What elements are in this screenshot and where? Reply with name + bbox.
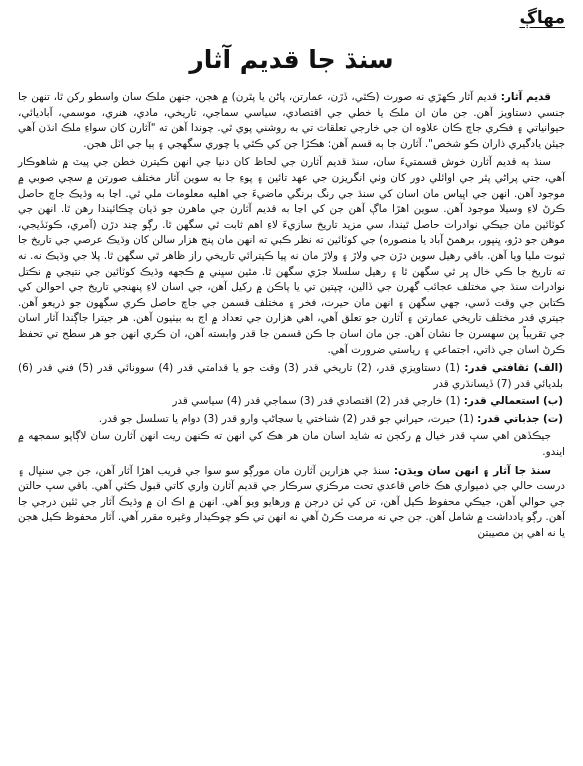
paragraph-text: سنڌ ٻه قديم آثارن خوش قسمتيءَ سان، سنڌ قديم آثارن جي لحاظ کان دنيا جي انهن ڪيترن خطن جي پيٽ ۾ شاهوڪار آهي، جتي پراڻي پٿر جي اوائلي دور کان وٺي انگريزن جي عهد تائين ۽ پوءِ جا به سوين آثار مختلف صورتن ۾ سڄي صوبي ۾ موجود آهن. انهن جي اڀياس مان اسان کي سنڌ جي رنگ برنگي ماضيءَ جي اهليه معلومات ملي ٿي. اڃا به وڌيڪ جاچ حاصل ڪرڻ لاءِ وسيلا موجود آهن. سوين اهڙا ماڳ آهن جن کي اڃا به قديم آثارن جي ماهرن جو ڌيان ڇڪائيندا رهن ٿا. انهن جي کوٽائين مان جيڪي نوادرات حاصل ٿيندا، سي مزيد تاريخ سازيءَ لاءِ اهم ثابت ٿي سگهن ٿا. رڳو چند دڙن (آمري، ڪوٽڏيجي، موهن جو دڙو، ڀنڀور، برهمڻ آباد يا منصوره) جي کوٽائين ته نظر ڪبي ته انهن مان پنج هزار سالن کان وڌيڪ عرصي جي تاريخ جا ثبوت مليا ويا آهن. باقي رهيل سوين دڙن جي ولاڙ ۽ ولاڙ مان نه پيا ڪيترائي تاريخي راز ظاهر ٿي سگهن ٿا. پلا جي وڌيڪ نه. نه ته تاريخ جا ڪي خال ڀر ٿي سگهن ٿا ۽ رهيل سلسلا جڙي سگهن ٿا. مٿين سڀني ۾ ڪجهه وڌيڪ کوٽائين جي نتيجي ۾ نڪتل نوادرات سنڌ جي مختلف عجائب گهرن جي ڏالين، ڇپتين تي يا پاڪن ۾ رکيل آهن، جي اسان لاءِ پنهنجي تاريخ جي احوالن کي ڪتابن جي وقت ڏسي، جهي سگهن ۽ انهن مان حيرت، فخر ۽ مختلف قسمن جي جاچ حاصل ڪري سگهون جو ذريعو آهن. جيتري قدر مختلف تاريخي عمارتن ۽ آثارن جو تعلق آهي، اهي هزارن جي تعداد ۾ اڄ به بيٺيون آهن. هر جيترا جاڳندا آثار اسان جي تقريباً پن سهسرن جا نشان آهن. جن مان اسان جا ڪن قسمن جا قدر وابسته آهن، ان ڪري انهن جو هر سطح تي تحفظ ڪرڻ اسان جي ذاتي، اجتماعي ۽ رياستي ضرورت آهي. [18,156,565,356]
paragraph-intro [18,90,565,152]
paragraph-text: جيڪڏهن اهي سڀ قدر خيال ۾ رکجن ته شايد اسان مان هر هڪ کي انهن ته ڪنهن ريت انهن آثارن سان لاڳاپو سمجهه ۾ ايندو. [18,430,565,459]
paragraph-monuments [18,464,565,542]
list-item-label: (ب) استعمالي قدر: [463,395,563,408]
values-list-item-cultural [18,361,565,392]
list-item-text: (1) دستاويزي قدر، (2) تاريخي قدر (3) وقت جو يا قدامتي قدر (4) سوونائي قدر (5) فني قدر (6) بلديائي قدر (7) ڏيسانڌري قدر [18,362,563,390]
paragraph-lead: قديم آثار: [500,91,551,103]
values-list-item-emotional [18,412,565,428]
paragraph-sindh-heritage [18,155,565,358]
list-item-text: (1) حيرت، حيراني جو قدر (2) شناختي يا سڃاڻپ وارو قدر (3) دوام يا تسلسل جو قدر. [98,412,474,425]
values-list-item-utility [18,394,565,410]
paragraph-text: سنڌ جي هزارين آثارن مان مورڳو سو سوا جي قريب اهڙا آثار آهن، جن جي سنڀال ۽ درست حالي جي ذميواري هڪ خاص قاعدي تحت مرڪزي سرڪار جي قديم آثارن واري کاتي قبول ڪئي آهي. باقي سڀ حالتن جي حوالي آهن، جيڪي محفوظ ڪيل آهن، تن کي ٽن درجن ۾ ورهايو ويو آهي. انهن ۾ اڪ ان ۾ وڌيڪ آثار جي ٽئين درجي جا آهن. رڳو يادداشت ۾ شامل آهن. جن جي نه مرمت ڪرڻ آهي نه انهن تي ڪو چوڪيدار وغيره مقرر آهي. آثار محفوظ ڪيل هجن يا نه اهي ٻن مصيبتن [18,464,565,540]
article-body [18,90,565,542]
section-tag: مهاڳ [519,8,565,28]
paragraph-text: قديم آثار ڪهڙي نه صورت (ڪٿي، ڏڙن، عمارتن، پاڻن يا پٿرن) ۾ هجن، جنهن ملڪ سان واسطو رکن ٿا، تنهن جا جنسي دستاويز آهن. جن مان ان ملڪ يا خطي جي اقتصادي، سياسي سماجي، تاريخي، مادي، هنري، موسمي، آباديائي، حيوانياتي ۽ فڪري جاچ ڪان علاوه ان جي خارجي تعلقات تي به روشني پوي ٿي. چوندا آهن ته "آثارن کان سواءِ ملڪ انڌن آهي جيئن يادگيري ذاران ڪو شخص". آثارن جا ٻه قسم آهن: هڪڙا جن کي ڪٿي يا چوري سگهجي ۽ ٻيا جي اٽل هجن. [18,91,565,150]
paragraph-values-summary [18,429,565,460]
paragraph-lead: سنڌ جا آثار ۽ انهن سان ويڌن: [393,464,551,477]
list-item-label: (ت) جذباتي قدر: [477,412,563,425]
list-item-text: (1) خارجي قدر (2) اقتصادي قدر (3) سماجي قدر (4) سياسي قدر [172,395,461,408]
page-title: سنڌ جا قديم آثار [189,45,394,74]
list-item-label: (الف) ثقافتي قدر: [464,362,563,375]
